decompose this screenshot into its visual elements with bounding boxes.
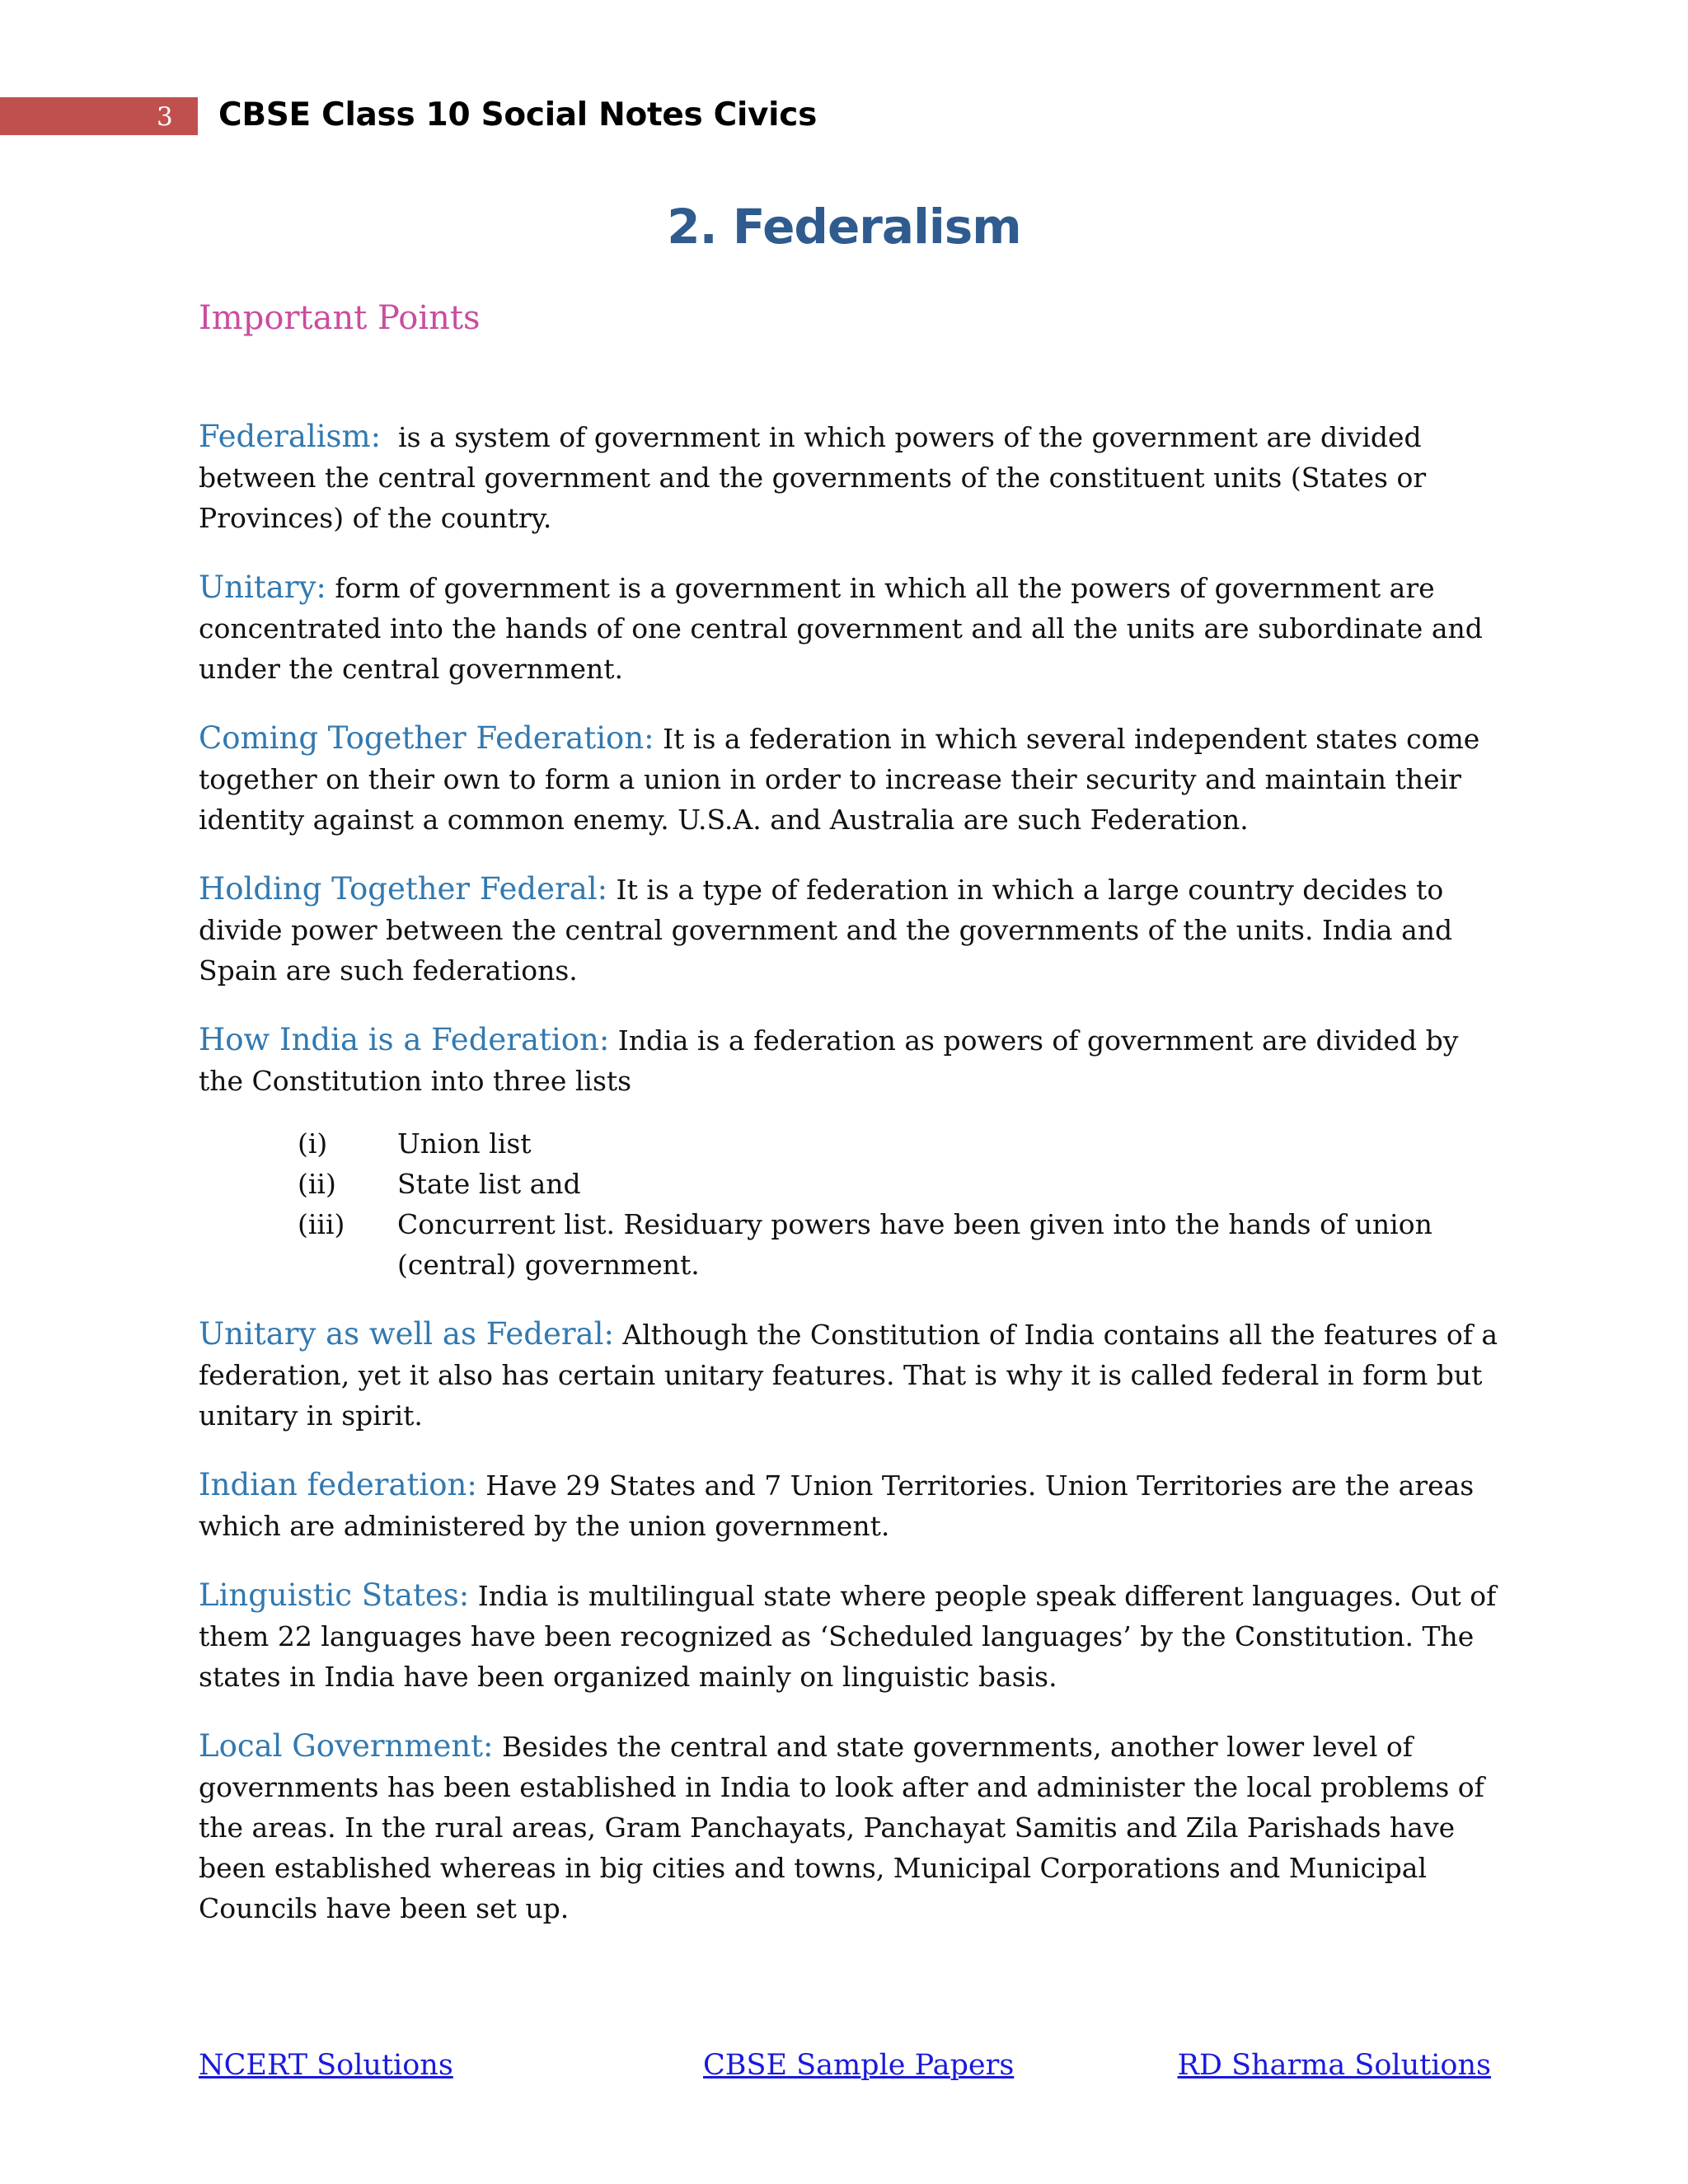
rd-sharma-solutions-link[interactable]: RD Sharma Solutions (1177, 2049, 1491, 2082)
definition-coming-together (199, 718, 1501, 840)
list-item (199, 1123, 1501, 1164)
definition-text: It is a federation in which several independent states come together on their own to form a union in order to increase their security and maintain their identity against a common enemy. U.S.A. and Australia are such Federation. (199, 723, 1489, 836)
definition-term: Coming Together Federation: (199, 720, 654, 756)
document-title (0, 198, 1688, 255)
definition-local-government (199, 1726, 1501, 1929)
list-item-number: (i) (298, 1127, 328, 1160)
list-item (199, 1164, 1501, 1204)
list-item (199, 1204, 1501, 1285)
three-lists (199, 1123, 1501, 1285)
definition-term: Unitary as well as Federal: (199, 1316, 614, 1352)
definition-unitary-federal (199, 1314, 1507, 1436)
document-title-text: 2. Federalism (667, 199, 1021, 255)
definition-text: Besides the central and state governments, another lower level of governments has been established in India to look after and administer the local problems of the areas. In the rural areas, Gram Panchayats, Panchayat Samitis and Zila Parishads have been established whereas in big cities and towns, Municipal Corporations and Municipal Councils have been set up. (199, 1731, 1493, 1924)
definition-term: Federalism: (199, 419, 382, 454)
list-item-text: Union list (397, 1127, 532, 1160)
definition-text: India is multilingual state where people speak different languages. Out of them 22 languages have been recognized as ‘Scheduled languages’ by the Constitution. The states in India have been organized mainly on linguistic basis. (199, 1580, 1505, 1693)
definition-holding-together (199, 869, 1501, 991)
list-item-text: State list and (397, 1168, 581, 1200)
definition-term: How India is a Federation: (199, 1022, 610, 1057)
page-number: 3 (157, 102, 173, 132)
definition-text: It is a type of federation in which a large country decides to divide power between the central government and the governments of the units. India and Spain are such federations. (199, 874, 1461, 987)
list-item-text: Concurrent list. Residuary powers have been given into the hands of union (central) government. (397, 1208, 1432, 1281)
definition-text: Have 29 States and 7 Union Territories. Union Territories are the areas which are administered by the union government. (199, 1469, 1483, 1542)
cbse-sample-papers-link[interactable]: CBSE Sample Papers (703, 2049, 1015, 2082)
definition-indian-federation (199, 1465, 1501, 1546)
definition-term: Local Government: (199, 1728, 494, 1764)
definition-text: Although the Constitution of India contains all the features of a federation, yet it also has certain unitary features. That is why it is called federal in form but unitary in spirit. (199, 1319, 1507, 1432)
definition-india-federation (199, 1019, 1501, 1101)
ncert-solutions-link[interactable]: NCERT Solutions (199, 2049, 453, 2082)
list-item-number: (ii) (298, 1168, 336, 1200)
definition-text: is a system of government in which powers of the government are divided between the central government and the governments of the constituent units (States or Provinces) of the country. (199, 421, 1435, 534)
definition-term: Holding Together Federal: (199, 871, 608, 907)
definition-term: Unitary: (199, 569, 326, 605)
running-header-title: CBSE Class 10 Social Notes Civics (218, 96, 817, 134)
definition-unitary (199, 567, 1501, 689)
definition-text: form of government is a government in which all the powers of government are concentrated into the hands of one central government and all the units are subordinate and under the central government. (199, 572, 1492, 685)
definition-linguistic-states (199, 1575, 1505, 1697)
definition-federalism (199, 416, 1501, 538)
definition-term: Indian federation: (199, 1467, 477, 1502)
definition-text: India is a federation as powers of government are divided by the Constitution into three lists (199, 1024, 1467, 1097)
document-body (199, 297, 1507, 1957)
definition-term: Linguistic States: (199, 1577, 470, 1613)
list-item-number: (iii) (298, 1208, 345, 1240)
section-heading: Important Points (199, 299, 481, 337)
